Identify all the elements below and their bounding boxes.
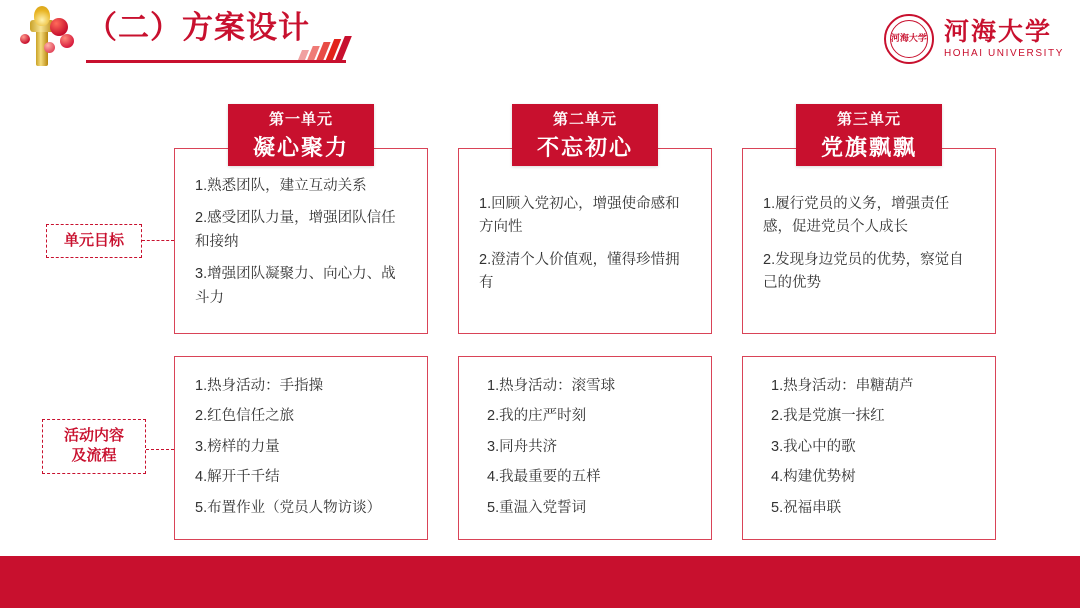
connector-goal [142,240,174,241]
list-item: 4.我最重要的五样 [487,469,601,486]
list-item: 2.感受团队力量，增强团队信任和接纳 [195,210,396,250]
list-item: 2.发现身边党员的优势，察觉自己的优势 [763,251,964,292]
unit-header-3 [796,104,942,166]
row-label-goal-text: 单元目标 [63,232,124,249]
list-item: 2.红色信任之旅 [195,408,295,425]
list-item: 3.增强团队凝聚力、向心力、战斗力 [195,266,396,306]
logo-name-en: HOHAI UNIVERSITY [943,47,1064,59]
unit-header-3-line2: 党旗飘飘 [820,135,917,160]
list-item: 2.澄清个人价值观，懂得珍惜拥有 [479,251,680,292]
unit-1-activity-list [195,375,409,520]
unit-header-1-line1: 第一单元 [268,111,333,128]
unit-header-2-line1: 第二单元 [552,111,617,128]
list-item: 2.我的庄严时刻 [487,408,587,425]
connector-content [146,449,174,450]
unit-2-activity-list [487,375,693,520]
row-label-content [42,419,146,474]
logo-name-cn: 河海大学 [943,18,1052,46]
list-item: 3.榜样的力量 [195,438,280,455]
unit-3-goal-list [763,193,977,296]
unit-3-activity-list [771,375,977,520]
unit-2-goal-box [458,148,712,334]
unit-header-2 [512,104,658,166]
list-item: 4.解开千千结 [195,469,280,486]
list-item: 1.履行党员的义务，增强责任感，促进党员个人成长 [763,196,950,236]
list-item: 1.回顾入党初心，增强使命感和方向性 [479,196,680,236]
list-item: 4.构建优势树 [771,469,856,486]
torch-balloons-icon [14,8,76,70]
list-item: 3.我心中的歌 [771,438,856,455]
row-label-content-line1: 活动内容 [63,427,124,444]
logo-seal-icon [884,14,934,64]
title-underline [86,60,346,63]
row-label-goal [46,224,142,258]
list-item: 1.热身活动：手指操 [195,378,324,394]
list-item: 3.同舟共济 [487,438,558,455]
unit-header-3-line1: 第三单元 [836,111,901,128]
speed-streaks-icon [300,36,347,60]
page-title: （二）方案设计 [86,10,310,45]
list-item: 1.热身活动：串糖葫芦 [771,378,914,394]
unit-3-activity-box [742,356,996,540]
logo-seal-text: 河海大学 [890,33,927,44]
list-item: 5.祝福串联 [771,499,842,516]
unit-2-goal-list [479,193,693,296]
list-item: 5.布置作业（党员人物访谈） [195,499,382,516]
list-item: 1.熟悉团队，建立互动关系 [195,178,367,194]
unit-header-2-line2: 不忘初心 [536,135,633,160]
list-item: 2.我是党旗一抹红 [771,408,885,425]
unit-3-goal-box [742,148,996,334]
list-item: 5.重温入党誓词 [487,499,587,516]
slide-header [0,0,1080,82]
footer-bar [0,556,1080,608]
list-item: 1.热身活动：滚雪球 [487,378,616,394]
unit-1-activity-box [174,356,428,540]
unit-header-1 [228,104,374,166]
university-logo [884,14,1064,64]
unit-header-1-line2: 凝心聚力 [252,135,349,160]
row-label-content-line2: 及流程 [71,447,117,465]
page-title-wrap [86,12,310,43]
unit-1-goal-box [174,148,428,334]
unit-1-goal-list [195,175,409,310]
unit-2-activity-box [458,356,712,540]
